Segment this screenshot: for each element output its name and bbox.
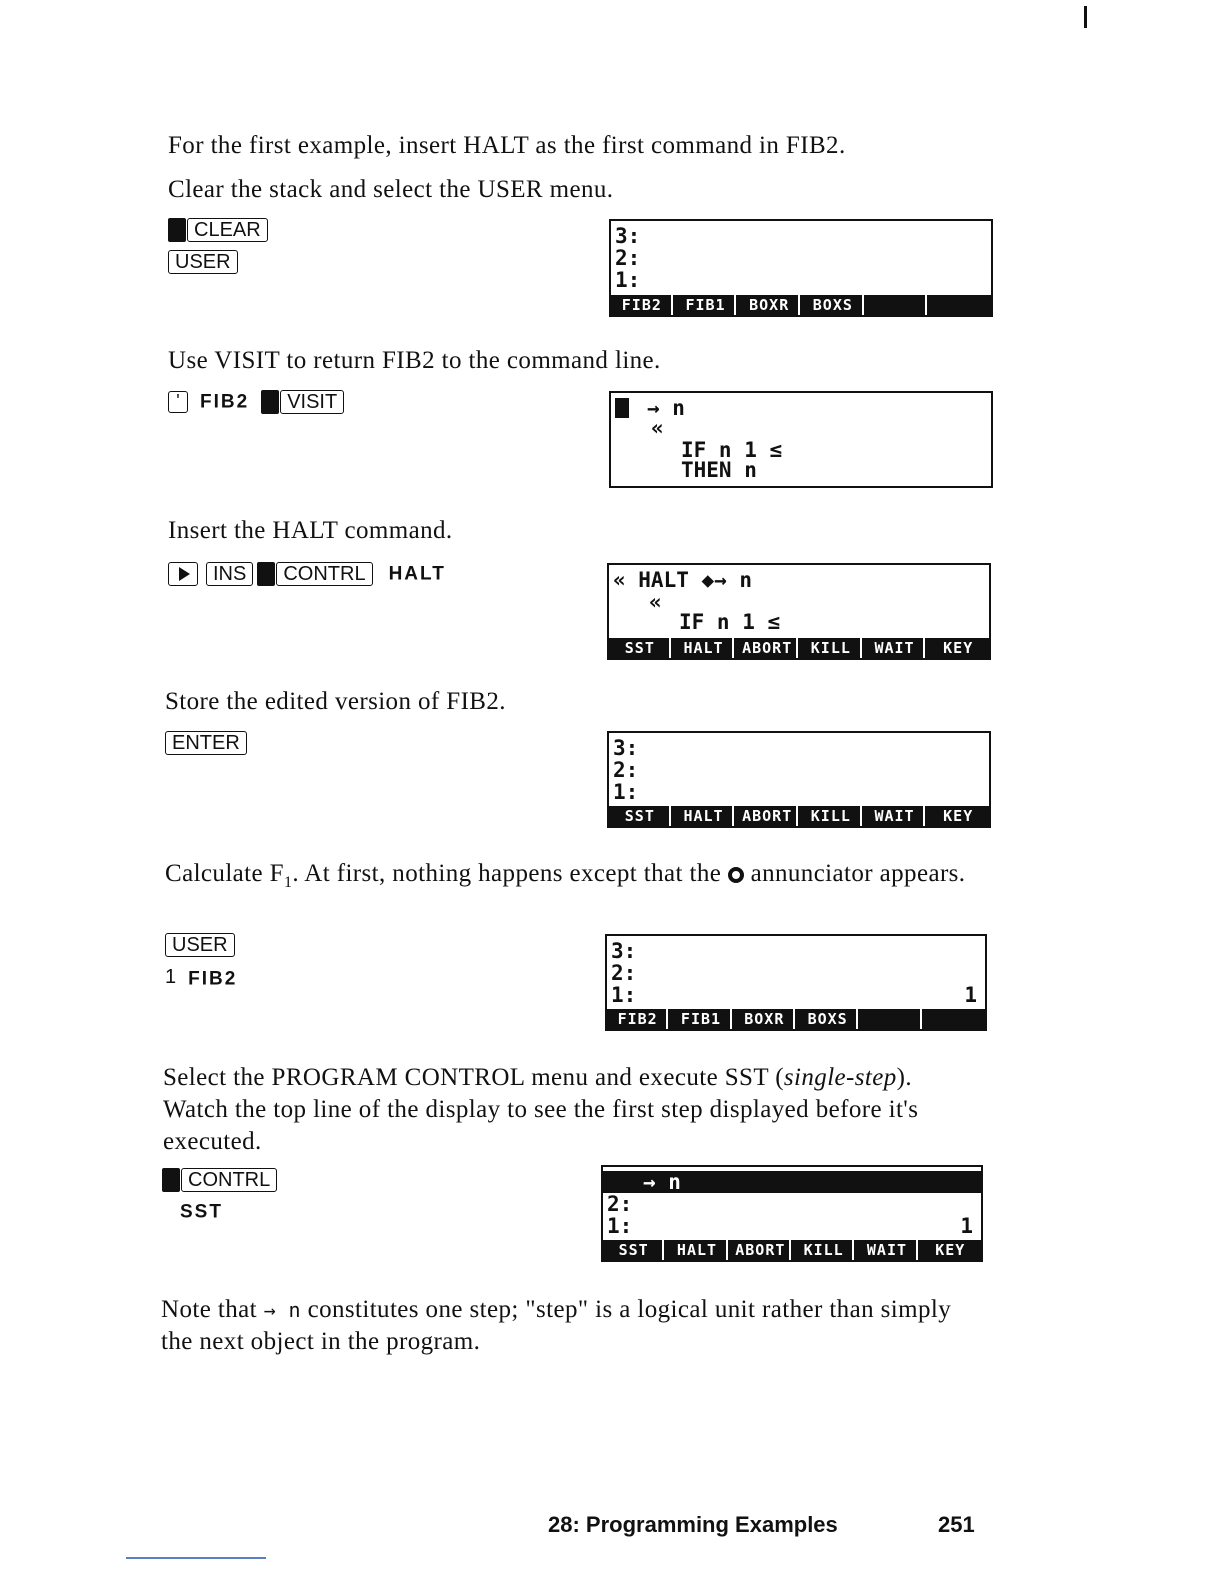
typed-fib2: FIB2 — [188, 968, 238, 990]
shift-key-icon — [261, 390, 279, 414]
menu-key-1[interactable]: FIB2 — [613, 295, 673, 315]
display-screen-2 — [609, 391, 993, 488]
shift-key-icon — [162, 1168, 180, 1192]
display-screen-4 — [607, 731, 991, 828]
keystrokes-2 — [168, 386, 344, 418]
display-screen-3 — [607, 563, 991, 660]
shift-key-icon — [168, 218, 186, 242]
display-screen-6 — [601, 1165, 983, 1262]
contrl-key[interactable]: CONTRL — [181, 1168, 277, 1192]
stack-level-3: 3: — [611, 939, 637, 963]
stack-level-2: 2: — [613, 758, 639, 782]
menu-key-4[interactable]: BOXS — [799, 1009, 858, 1029]
display-screen-5 — [605, 934, 987, 1031]
stack-level-3: 3: — [615, 224, 641, 248]
command-line-3: IF n 1 ≤ — [679, 610, 781, 634]
paragraph-calculate: Calculate $F_1$. At first, nothing happens except that the annunciator appears. — [165, 860, 966, 891]
command-line-2: « — [649, 590, 662, 614]
paragraph-note: Note that → n constitutes one step; "step" is a logical unit rather than simply the next object in the program. — [161, 1296, 952, 1355]
stack-level-2: 2: — [615, 246, 641, 270]
stack-value: 1 — [964, 983, 977, 1007]
command-line-1: « HALT ◆→ n — [613, 568, 753, 592]
menu-key-halt[interactable]: HALT — [675, 638, 735, 658]
page-number: 251 — [938, 1512, 975, 1537]
page-edge-mark — [1084, 6, 1087, 28]
typed-fib2: FIB2 — [200, 391, 250, 413]
command-line-3: IF n 1 ≤ — [681, 438, 783, 462]
stack-level-1: 1: 1 — [607, 1214, 973, 1238]
menu-bar — [609, 806, 989, 826]
user-key[interactable]: USER — [168, 250, 238, 274]
ins-key[interactable]: INS — [206, 562, 253, 586]
visit-key[interactable]: VISIT — [280, 390, 344, 414]
typed-sst: SST — [180, 1201, 223, 1223]
stack-level-2: 2: — [607, 1192, 633, 1216]
menu-key-sst[interactable]: SST — [605, 1240, 664, 1260]
paragraph-sst: Select the PROGRAM CONTROL menu and execute SST (single-step). Watch the top line of the display to see the first step displayed before it's executed. — [163, 1064, 919, 1155]
menu-key-6[interactable] — [931, 295, 989, 315]
menu-key-kill[interactable]: KILL — [802, 806, 862, 826]
paragraph-visit: Use VISIT to return FIB2 to the command line. — [168, 347, 661, 374]
keystrokes-1 — [168, 214, 268, 278]
keystrokes-6 — [162, 1164, 277, 1228]
keystrokes-4 — [165, 727, 247, 759]
stack-level-2: 2: — [611, 961, 637, 985]
stack-level-1: 1: 1 — [611, 983, 977, 1007]
menu-key-5[interactable] — [862, 1009, 921, 1029]
cursor-icon — [615, 398, 629, 418]
tick-key[interactable]: ' — [168, 391, 188, 413]
enter-key[interactable]: ENTER — [165, 731, 247, 755]
menu-key-abort[interactable]: ABORT — [732, 1240, 791, 1260]
menu-key-abort[interactable]: ABORT — [738, 806, 798, 826]
current-step-line: → n — [603, 1171, 981, 1193]
typed-halt: HALT — [388, 563, 446, 585]
stack-value: 1 — [960, 1214, 973, 1238]
user-key[interactable]: USER — [165, 933, 235, 957]
command-line-4: THEN n — [681, 458, 757, 482]
menu-key-halt[interactable]: HALT — [675, 806, 735, 826]
stack-level-1: 1: — [615, 268, 641, 292]
menu-key-2[interactable]: FIB1 — [672, 1009, 731, 1029]
menu-key-1[interactable]: FIB2 — [609, 1009, 668, 1029]
paragraph-store: Store the edited version of FIB2. — [165, 688, 506, 715]
menu-key-6[interactable] — [926, 1009, 983, 1029]
menu-key-kill[interactable]: KILL — [795, 1240, 854, 1260]
page-footer — [548, 1512, 975, 1538]
paragraph-intro: For the first example, insert HALT as the first command in FIB2. — [168, 132, 846, 159]
menu-key-key[interactable]: KEY — [935, 1241, 966, 1259]
display-screen-1 — [609, 219, 993, 317]
menu-key-5[interactable] — [868, 295, 928, 315]
menu-key-key[interactable]: KEY — [943, 807, 974, 825]
command-line-2: « — [651, 416, 664, 440]
keystrokes-5 — [165, 929, 237, 993]
menu-key-kill[interactable]: KILL — [802, 638, 862, 658]
menu-key-wait[interactable]: WAIT — [858, 1240, 917, 1260]
menu-key-abort[interactable]: ABORT — [738, 638, 798, 658]
menu-bar — [603, 1240, 981, 1260]
paragraph-insert-halt: Insert the HALT command. — [168, 517, 453, 544]
stack-level-3: 3: — [613, 736, 639, 760]
command-line-1: → n — [615, 397, 983, 419]
keystrokes-3 — [168, 558, 446, 590]
busy-annunciator-icon — [728, 867, 744, 883]
menu-key-sst[interactable]: SST — [611, 638, 671, 658]
shift-key-icon — [257, 562, 275, 586]
paragraph-clear-stack: Clear the stack and select the USER menu. — [168, 176, 614, 203]
menu-key-halt[interactable]: HALT — [668, 1240, 727, 1260]
menu-bar — [609, 638, 989, 658]
menu-key-sst[interactable]: SST — [611, 806, 671, 826]
inline-code: → n — [263, 1298, 301, 1322]
menu-bar — [611, 295, 991, 315]
bottom-rule — [126, 1557, 266, 1559]
contrl-key[interactable]: CONTRL — [276, 562, 372, 586]
menu-key-4[interactable]: BOXS — [804, 295, 864, 315]
menu-key-wait[interactable]: WAIT — [866, 806, 926, 826]
chapter-title: 28: Programming Examples — [548, 1512, 838, 1537]
menu-key-wait[interactable]: WAIT — [866, 638, 926, 658]
menu-key-3[interactable]: BOXR — [740, 295, 800, 315]
menu-key-3[interactable]: BOXR — [736, 1009, 795, 1029]
clear-key[interactable]: CLEAR — [187, 218, 268, 242]
menu-key-key[interactable]: KEY — [943, 639, 974, 657]
menu-key-2[interactable]: FIB1 — [677, 295, 737, 315]
menu-bar — [607, 1009, 985, 1029]
stack-level-1: 1: — [613, 780, 639, 804]
right-arrow-key-icon[interactable] — [168, 562, 198, 586]
typed-one: 1 — [165, 966, 177, 988]
